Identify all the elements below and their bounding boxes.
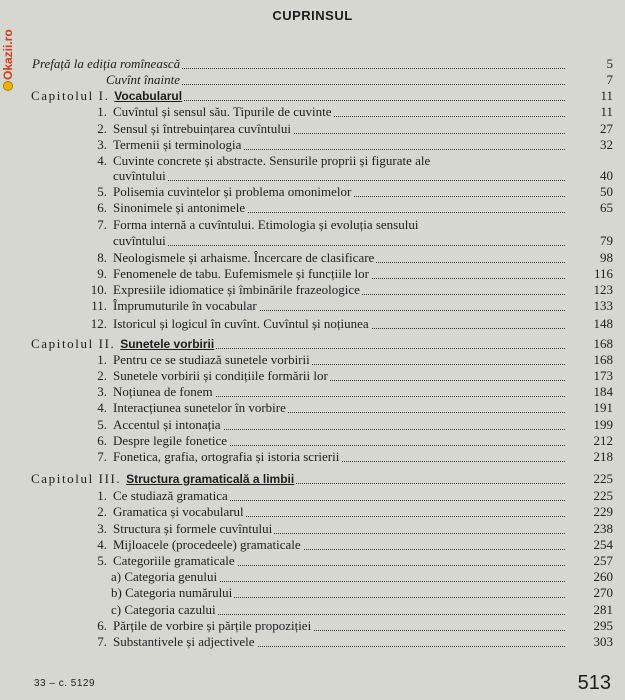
toc-page-number: 225 xyxy=(593,488,613,503)
toc-entry-title: Despre legile fonetice xyxy=(113,433,228,448)
toc-page-number: 225 xyxy=(593,471,613,486)
toc-page-number: 79 xyxy=(600,233,613,248)
toc-entry xyxy=(113,488,565,504)
toc-page-number: 11 xyxy=(600,88,613,103)
toc-row xyxy=(0,282,625,298)
toc-row xyxy=(0,521,625,537)
toc-entry-title: Gramatica și vocabularul xyxy=(113,504,244,519)
toc-entry xyxy=(111,585,565,601)
watermark-text: Okazii.ro xyxy=(1,29,15,80)
toc-entry xyxy=(113,298,565,314)
toc-entry-title: cuvîntului xyxy=(113,168,166,183)
toc-entry-title: Cuvînt înainte xyxy=(106,72,181,87)
toc-entry-title: Noțiunea de fonem xyxy=(113,384,213,399)
toc-row xyxy=(0,433,625,449)
toc-row xyxy=(0,72,625,88)
toc-row xyxy=(0,56,625,72)
toc-entry xyxy=(113,433,565,449)
toc-entry xyxy=(31,336,565,352)
toc-entry-title: Sinonimele și antonimele xyxy=(113,200,246,215)
toc-page-number: 212 xyxy=(593,433,613,448)
toc-entry-title: Istoricul și logicul în cuvînt. Cuvîntul și noțiunea xyxy=(113,316,369,331)
toc-page-number: 40 xyxy=(600,168,613,183)
toc-entry-title: Împrumuturile în vocabular xyxy=(113,298,257,313)
toc-row xyxy=(0,168,625,184)
toc-row xyxy=(0,400,625,416)
toc-row xyxy=(0,384,625,400)
toc-entry-number: 4. xyxy=(97,153,107,168)
chapter-title: Sunetele vorbirii xyxy=(120,337,215,351)
toc-entry xyxy=(113,316,565,332)
chapter-title: Structura gramaticală a limbii xyxy=(126,472,295,486)
toc-entry-number: 5. xyxy=(97,417,107,432)
toc-page-number: 32 xyxy=(600,137,613,152)
toc-entry-title: Sensul și întrebuințarea cuvîntului xyxy=(113,121,291,136)
toc-entry-title: a) Categoria genului xyxy=(111,569,218,584)
toc-entry-title: Neologismele și arhaisme. Încercare de clasificare xyxy=(113,250,375,265)
toc-entry-number: 1. xyxy=(97,352,107,367)
toc-entry xyxy=(113,137,565,153)
toc-entry xyxy=(113,250,565,266)
toc-entry-number: 12. xyxy=(90,316,107,331)
toc-page-number: 168 xyxy=(593,352,613,367)
toc-page-number: 303 xyxy=(593,634,613,649)
toc-page-number: 281 xyxy=(593,602,613,617)
toc-entry xyxy=(113,168,565,184)
toc-page-number: 173 xyxy=(593,368,613,383)
toc-page-number: 65 xyxy=(600,200,613,215)
toc-row xyxy=(0,537,625,553)
toc-page-number: 295 xyxy=(593,618,613,633)
toc-row xyxy=(0,298,625,314)
toc-page-number: 254 xyxy=(593,537,613,552)
toc-entry-title: Forma internă a cuvîntului. Etimologia și evoluția sensului xyxy=(113,217,419,232)
toc-entry-number: 6. xyxy=(97,618,107,633)
toc-entry-number: 2. xyxy=(97,368,107,383)
toc-row xyxy=(0,504,625,520)
chapter-label: Capitolul III. xyxy=(31,471,127,486)
toc-entry-title: c) Categoria cazului xyxy=(111,602,216,617)
toc-entry-title xyxy=(31,471,296,486)
toc-entry xyxy=(113,417,565,433)
toc-row xyxy=(0,602,625,618)
toc-entry xyxy=(106,72,565,88)
toc-entry xyxy=(113,184,565,200)
page-number: 513 xyxy=(577,672,611,694)
toc-row xyxy=(0,104,625,120)
toc-row xyxy=(0,233,625,249)
toc-entry xyxy=(31,471,565,487)
toc-entry xyxy=(113,634,565,650)
toc-row xyxy=(0,88,625,104)
toc-row xyxy=(0,585,625,601)
toc-page-number: 7 xyxy=(606,72,613,87)
toc-row xyxy=(0,618,625,634)
toc-page-number: 229 xyxy=(593,504,613,519)
toc-row xyxy=(0,449,625,465)
toc-row xyxy=(0,200,625,216)
toc-page-number: 168 xyxy=(593,336,613,351)
toc-page-number: 5 xyxy=(606,56,613,71)
toc-entry-title: Polisemia cuvintelor și problema omonimelor xyxy=(113,184,352,199)
toc-entry-title: Mijloacele (procedeele) gramaticale xyxy=(113,537,301,552)
toc-row xyxy=(0,352,625,368)
toc-page-number: 11 xyxy=(600,104,613,119)
toc-row xyxy=(0,137,625,153)
toc-entry xyxy=(32,56,565,72)
toc-entry-title: Structura și formele cuvîntului xyxy=(113,521,273,536)
footer-signature: 33 – c. 5129 xyxy=(34,678,96,689)
toc-row xyxy=(0,553,625,569)
chapter-label: Capitolul II. xyxy=(31,336,121,351)
toc-entry-title: Părțile de vorbire și părțile propoziției xyxy=(113,618,312,633)
toc-entry xyxy=(113,266,565,282)
toc-row xyxy=(0,250,625,266)
toc-page-number: 27 xyxy=(600,121,613,136)
toc-page-number: 123 xyxy=(593,282,613,297)
toc-entry-number: 6. xyxy=(97,433,107,448)
toc-row xyxy=(0,417,625,433)
toc-page-number: 260 xyxy=(593,569,613,584)
toc-row xyxy=(0,368,625,384)
toc-entry-title: Accentul și intonația xyxy=(113,417,221,432)
toc-entry-title xyxy=(31,88,184,103)
toc-entry xyxy=(113,618,565,634)
toc-entry-title: Substantivele și adjectivele xyxy=(113,634,255,649)
toc-entry xyxy=(113,368,565,384)
toc-entry xyxy=(113,521,565,537)
toc-page-number: 133 xyxy=(593,298,613,313)
toc-entry-number: 4. xyxy=(97,537,107,552)
toc-entry xyxy=(113,400,565,416)
toc-entry-title: Interacțiunea sunetelor în vorbire xyxy=(113,400,286,415)
toc-entry-number: 2. xyxy=(97,504,107,519)
toc-entry xyxy=(31,88,565,104)
toc-entry xyxy=(113,553,565,569)
toc-page-number: 191 xyxy=(593,400,613,415)
toc-page-number: 98 xyxy=(600,250,613,265)
toc-entry-number: 2. xyxy=(97,121,107,136)
chapter-label: Capitolul I. xyxy=(31,88,115,103)
toc-entry xyxy=(113,384,565,400)
toc-entry xyxy=(113,200,565,216)
toc-entry xyxy=(113,104,565,120)
toc-entry-number: 1. xyxy=(97,104,107,119)
toc-entry xyxy=(113,504,565,520)
toc-entry xyxy=(111,602,565,618)
toc-entry-number: 11. xyxy=(91,298,107,313)
toc-entry-number: 5. xyxy=(97,553,107,568)
toc-entry-title: Sunetele vorbirii și condițiile formării lor xyxy=(113,368,328,383)
dot-leader xyxy=(113,178,565,181)
toc-page-number: 148 xyxy=(593,316,613,331)
toc-entry-title: b) Categoria numărului xyxy=(111,585,233,600)
toc-entry xyxy=(113,537,565,553)
toc-entry-number: 5. xyxy=(97,184,107,199)
toc-row xyxy=(0,471,625,487)
toc-entry-number: 9. xyxy=(97,266,107,281)
toc-entry-number: 1. xyxy=(97,488,107,503)
toc-row xyxy=(0,217,625,233)
toc-page-number: 238 xyxy=(593,521,613,536)
toc-page-number: 199 xyxy=(593,417,613,432)
toc-row xyxy=(0,316,625,332)
toc-entry xyxy=(113,352,565,368)
toc-entry-number: 10. xyxy=(90,282,107,297)
toc-entry-title: Cuvinte concrete și abstracte. Sensurile proprii și figurate ale xyxy=(113,153,431,168)
toc-entry xyxy=(111,569,565,585)
toc-entry xyxy=(113,217,597,233)
toc-entry-title: Termenii și terminologia xyxy=(113,137,242,152)
toc-page-number: 50 xyxy=(600,184,613,199)
toc-row xyxy=(0,153,625,169)
toc-entry-title: Prefață la ediția romînească xyxy=(32,56,181,71)
toc-entry-title xyxy=(31,336,216,351)
toc-row xyxy=(0,121,625,137)
page-title: CUPRINSUL xyxy=(272,8,353,23)
toc-page-number: 257 xyxy=(593,553,613,568)
toc-page-number: 218 xyxy=(593,449,613,464)
toc-entry-title: Fenomenele de tabu. Eufemismele și funcțiile lor xyxy=(113,266,369,281)
toc-entry-title: Ce studiază gramatica xyxy=(113,488,228,503)
toc-entry xyxy=(113,233,565,249)
toc-entry-number: 8. xyxy=(97,250,107,265)
toc-entry-title: Fonetica, grafia, ortografia și istoria scrierii xyxy=(113,449,340,464)
toc-entry-title: Pentru ce se studiază sunetele vorbirii xyxy=(113,352,310,367)
toc-entry xyxy=(113,121,565,137)
toc-row xyxy=(0,634,625,650)
toc-entry-title: Expresiile idiomatice și îmbinările frazeologice xyxy=(113,282,360,297)
toc-page-number: 270 xyxy=(593,585,613,600)
toc-page-number: 184 xyxy=(593,384,613,399)
toc-entry-number: 6. xyxy=(97,200,107,215)
toc-page-number: 116 xyxy=(593,266,613,281)
toc-row xyxy=(0,336,625,352)
toc-row xyxy=(0,266,625,282)
toc-entry-number: 3. xyxy=(97,137,107,152)
toc-entry-title: cuvîntului xyxy=(113,233,166,248)
toc-entry xyxy=(113,449,565,465)
toc-entry-number: 7. xyxy=(97,449,107,464)
toc-entry-number: 4. xyxy=(97,400,107,415)
toc-entry xyxy=(113,153,597,169)
toc-row xyxy=(0,488,625,504)
chapter-title: Vocabularul xyxy=(114,89,183,103)
dot-leader xyxy=(113,243,565,246)
toc-entry-number: 7. xyxy=(97,634,107,649)
toc-row xyxy=(0,569,625,585)
toc-entry-title: Cuvîntul și sensul său. Tipurile de cuvinte xyxy=(113,104,332,119)
toc-entry xyxy=(113,282,565,298)
toc-entry-title: Categoriile gramaticale xyxy=(113,553,235,568)
toc-row xyxy=(0,184,625,200)
toc-entry-number: 3. xyxy=(97,521,107,536)
toc-entry-number: 7. xyxy=(97,217,107,232)
toc-entry-number: 3. xyxy=(97,384,107,399)
